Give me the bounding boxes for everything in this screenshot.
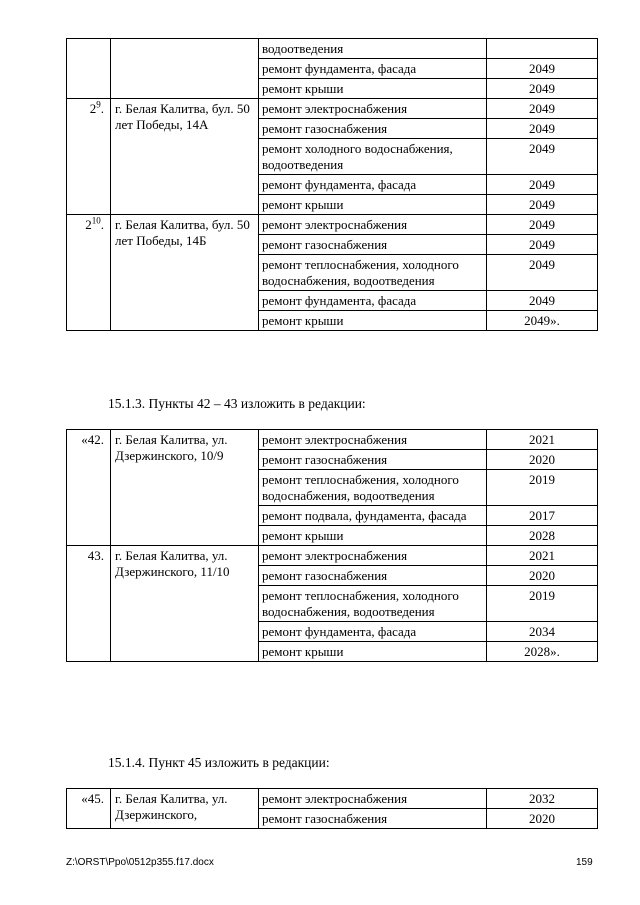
work-cell: ремонт крыши [259,642,487,662]
year-cell: 2049 [487,291,598,311]
year-cell: 2049 [487,255,598,291]
work-cell: ремонт фундамента, фасада [259,175,487,195]
year-cell: 2049 [487,59,598,79]
year-cell: 2017 [487,506,598,526]
paragraph-15-1-3: 15.1.3. Пункты 42 – 43 изложить в редакции: [108,396,366,411]
address-cell: г. Белая Калитва, ул. Дзержинского, 10/9 [111,430,259,546]
table-row [67,99,598,119]
address-cell: г. Белая Калитва, ул. Дзержинского, [111,789,259,829]
work-cell: ремонт теплоснабжения, холодного водоснабжения, водоотведения [259,586,487,622]
table-3 [66,788,598,829]
work-cell: ремонт теплоснабжения, холодного водоснабжения, водоотведения [259,255,487,291]
work-cell: ремонт фундамента, фасада [259,622,487,642]
work-cell: ремонт фундамента, фасада [259,291,487,311]
year-cell: 2021 [487,430,598,450]
table-row [67,39,598,59]
table-row [67,215,598,235]
work-cell: ремонт электроснабжения [259,430,487,450]
work-cell: ремонт крыши [259,526,487,546]
work-cell: водоотведения [259,39,487,59]
work-cell: ремонт холодного водоснабжения, водоотведения [259,139,487,175]
item-number: «45. [67,789,111,829]
work-cell: ремонт электроснабжения [259,546,487,566]
work-cell: ремонт электроснабжения [259,215,487,235]
work-cell: ремонт крыши [259,79,487,99]
year-cell: 2049 [487,79,598,99]
year-cell: 2019 [487,586,598,622]
work-cell: ремонт фундамента, фасада [259,59,487,79]
year-cell [487,39,598,59]
work-cell: ремонт крыши [259,195,487,215]
year-cell: 2028 [487,526,598,546]
work-cell: ремонт газоснабжения [259,809,487,829]
year-cell: 2049». [487,311,598,331]
year-cell: 2020 [487,450,598,470]
address-cell: г. Белая Калитва, бул. 50 лет Победы, 14А [111,99,259,215]
year-cell: 2020 [487,566,598,586]
item-number: $2^9$. [67,99,111,215]
address-cell: г. Белая Калитва, ул. Дзержинского, 11/10 [111,546,259,662]
footer-file-path: Z:\ORST\Ppo\0512p355.f17.docx [66,857,214,868]
work-cell: ремонт крыши [259,311,487,331]
table-2 [66,429,598,662]
work-cell: ремонт подвала, фундамента, фасада [259,506,487,526]
year-cell: 2034 [487,622,598,642]
year-cell: 2049 [487,195,598,215]
table-row [67,546,598,566]
table-row [67,430,598,450]
year-cell: 2049 [487,119,598,139]
work-cell: ремонт газоснабжения [259,450,487,470]
work-cell: ремонт электроснабжения [259,99,487,119]
address-cell: г. Белая Калитва, бул. 50 лет Победы, 14Б [111,215,259,331]
work-cell: ремонт теплоснабжения, холодного водоснабжения, водоотведения [259,470,487,506]
year-cell: 2032 [487,789,598,809]
year-cell: 2028». [487,642,598,662]
work-cell: ремонт газоснабжения [259,235,487,255]
item-number: 43. [67,546,111,662]
year-cell: 2021 [487,546,598,566]
year-cell: 2049 [487,235,598,255]
work-cell: ремонт газоснабжения [259,566,487,586]
table-row [67,789,598,809]
year-cell: 2049 [487,175,598,195]
footer-page-number: 159 [576,857,593,868]
item-number: $2^{10}$. [67,215,111,331]
work-cell: ремонт газоснабжения [259,119,487,139]
item-number: «42. [67,430,111,546]
table-1 [66,38,598,331]
year-cell: 2049 [487,99,598,119]
year-cell: 2019 [487,470,598,506]
year-cell: 2049 [487,139,598,175]
year-cell: 2020 [487,809,598,829]
work-cell: ремонт электроснабжения [259,789,487,809]
paragraph-15-1-4: 15.1.4. Пункт 45 изложить в редакции: [108,755,330,770]
year-cell: 2049 [487,215,598,235]
